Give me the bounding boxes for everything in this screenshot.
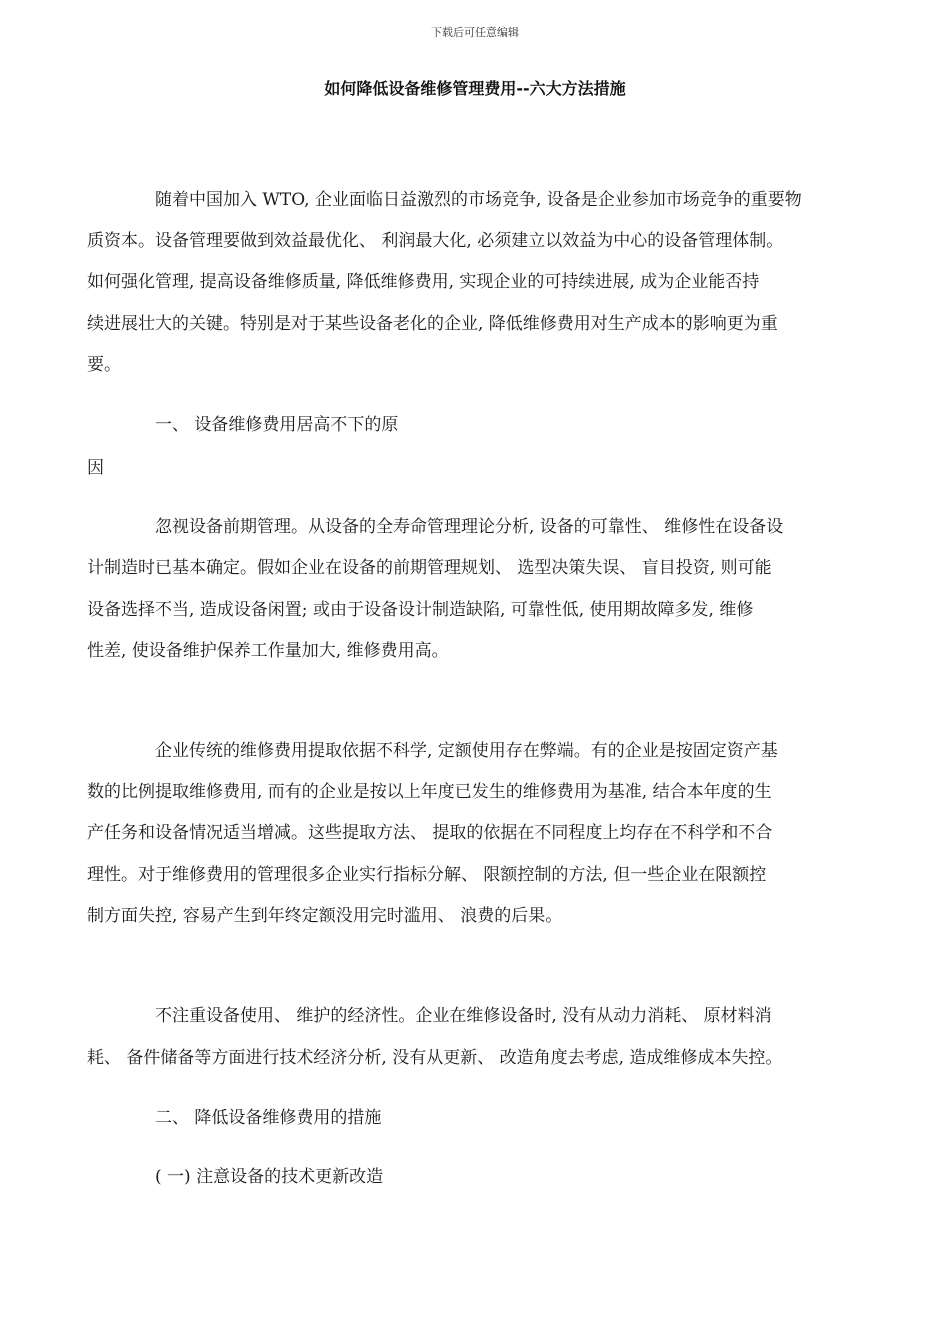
paragraph-line: 质资本。设备管理要做到效益最优化、 利润最大化, 必须建立以效益为中心的设备管理体制。: [87, 231, 784, 251]
paragraph-line: 忽视设备前期管理。从设备的全寿命管理理论分析, 设备的可靠性、 维修性在设备设: [155, 517, 784, 537]
paragraph-line: 续进展壮大的关键。特别是对于某些设备老化的企业, 降低维修费用对生产成本的影响更为重: [87, 314, 778, 334]
paragraph-line: 数的比例提取维修费用, 而有的企业是按以上年度已发生的维修费用为基准, 结合本年度的生: [87, 782, 772, 802]
document-title: 如何降低设备维修管理费用--六大方法措施: [324, 79, 626, 98]
paragraph-line: 理性。对于维修费用的管理很多企业实行指标分解、 限额控制的方法, 但一些企业在限额控: [87, 865, 767, 885]
section-heading: 因: [87, 458, 104, 478]
paragraph-line: 不注重设备使用、 维护的经济性。企业在维修设备时, 没有从动力消耗、 原材料消: [155, 1006, 772, 1026]
paragraph-line: 产任务和设备情况适当增减。这些提取方法、 提取的依据在不同程度上均存在不科学和不合: [87, 823, 773, 843]
paragraph-line: 计制造时已基本确定。假如企业在设备的前期管理规划、 选型决策失误、 盲目投资, 则可能: [87, 558, 772, 578]
paragraph-line: 企业传统的维修费用提取依据不科学, 定额使用存在弊端。有的企业是按固定资产基: [155, 741, 778, 761]
paragraph-line: 如何强化管理, 提高设备维修质量, 降低维修费用, 实现企业的可持续进展, 成为企业能否持: [87, 272, 760, 292]
paragraph-line: 耗、 备件储备等方面进行技术经济分析, 没有从更新、 改造角度去考虑, 造成维修成本失控。: [87, 1048, 783, 1068]
section-heading: 二、 降低设备维修费用的措施: [155, 1108, 382, 1128]
paragraph-line: 制方面失控, 容易产生到年终定额没用完时滥用、 浪费的后果。: [87, 906, 563, 926]
paragraph-line: 要。: [87, 355, 121, 375]
section-heading: 一、 设备维修费用居高不下的原: [155, 415, 399, 435]
subsection-heading: ( 一) 注意设备的技术更新改造: [155, 1167, 384, 1187]
paragraph-line: 性差, 使设备维护保养工作量加大, 维修费用高。: [87, 641, 449, 661]
paragraph-line: 设备选择不当, 造成设备闲置; 或由于设备设计制造缺陷, 可靠性低, 使用期故障多发, 维修: [87, 600, 754, 620]
header-note: 下载后可任意编辑: [431, 26, 519, 39]
paragraph-line: 随着中国加入 WTO, 企业面临日益激烈的市场竞争, 设备是企业参加市场竞争的重要物: [155, 190, 802, 210]
